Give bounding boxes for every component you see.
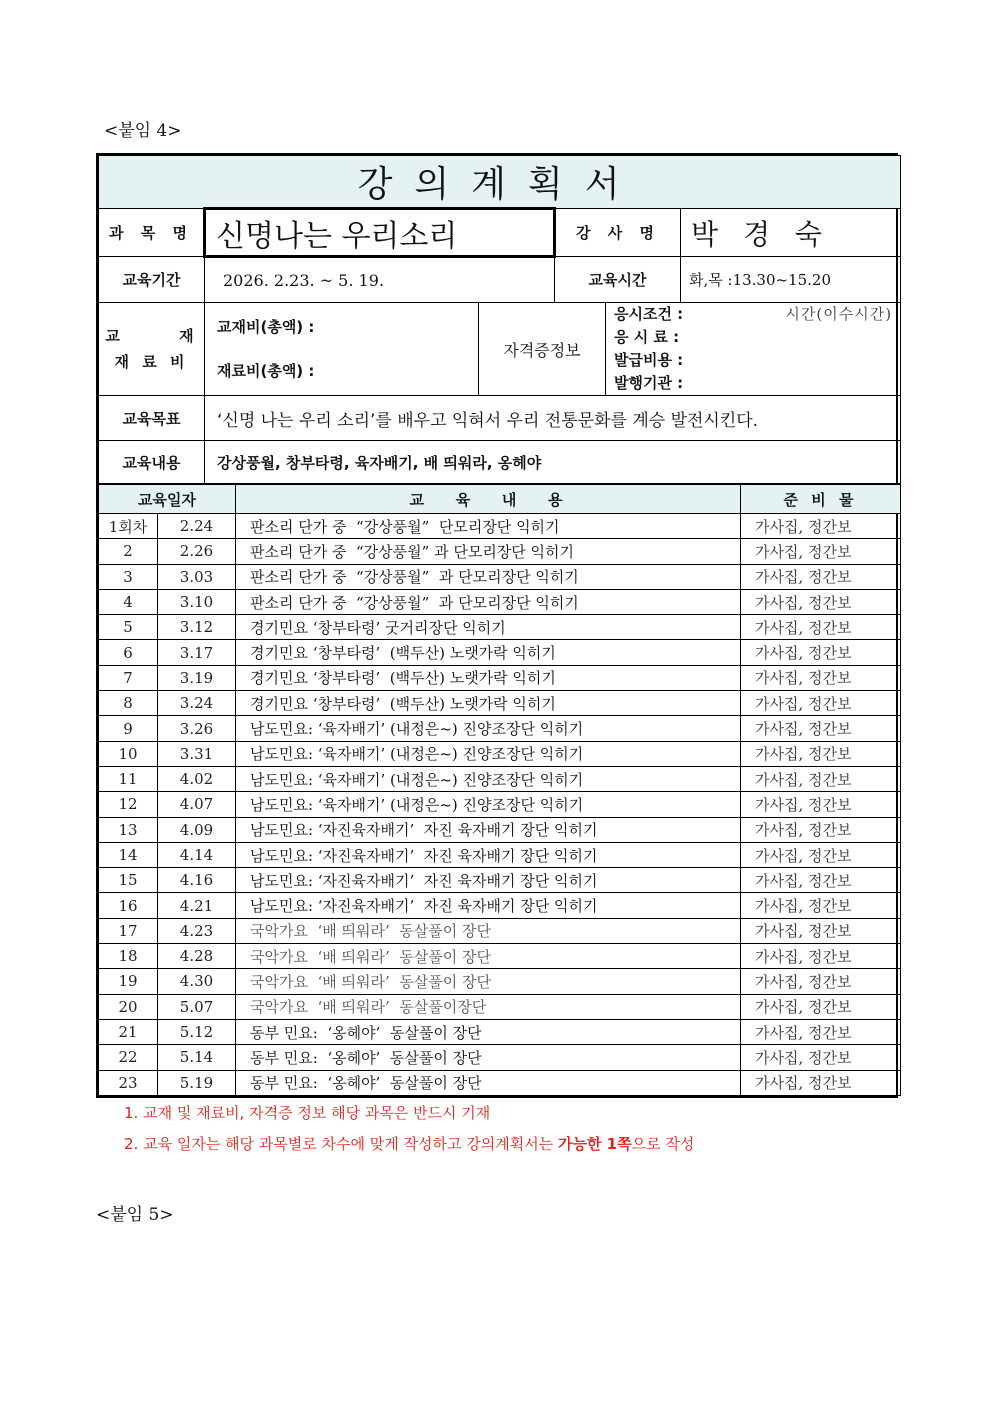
schedule-row	[99, 665, 901, 690]
materials-label-line2: 재 료 비	[114, 353, 189, 371]
session-number: 20	[99, 994, 158, 1019]
header-content: 교 육 내 용	[236, 485, 741, 514]
session-content: 남도민요: ‘자진육자배기’ 자진 육자배기 장단 익히기	[236, 868, 741, 893]
session-number: 11	[99, 766, 158, 791]
session-content: 남도민요: ‘육자배기’ (내정은~) 진양조장단 익히기	[236, 766, 741, 791]
attachment-label-bottom: <붙임 5>	[96, 1205, 174, 1225]
session-materials: 가사집, 정간보	[741, 1045, 901, 1070]
session-materials: 가사집, 정간보	[741, 665, 901, 690]
textbook-fee: 교재비(총액) :	[217, 318, 315, 336]
schedule-row	[99, 640, 901, 665]
session-content: 판소리 단가 중 “강상풍월” 과 단모리장단 익히기	[236, 539, 741, 564]
cert-fee: 응 시 료 :	[614, 328, 680, 346]
session-date: 4.28	[158, 944, 236, 969]
schedule-row	[99, 969, 901, 994]
session-date: 4.09	[158, 817, 236, 842]
session-materials: 가사집, 정간보	[741, 514, 901, 539]
session-date: 3.17	[158, 640, 236, 665]
attachment-label-top: <붙임 4>	[104, 121, 182, 141]
session-date: 4.23	[158, 918, 236, 943]
materials-label	[99, 303, 205, 396]
session-materials: 가사집, 정간보	[741, 615, 901, 640]
session-date: 5.12	[158, 1019, 236, 1044]
session-content: 남도민요: ‘육자배기’ (내정은~) 진양조장단 익히기	[236, 741, 741, 766]
schedule-row	[99, 1019, 901, 1044]
session-number: 13	[99, 817, 158, 842]
session-materials: 가사집, 정간보	[741, 589, 901, 614]
document-title: 강의계획서	[99, 156, 901, 209]
session-materials: 가사집, 정간보	[741, 969, 901, 994]
teacher-label: 강 사 명	[555, 209, 681, 257]
session-number: 7	[99, 665, 158, 690]
schedule-row	[99, 944, 901, 969]
session-materials: 가사집, 정간보	[741, 893, 901, 918]
fees-cell	[205, 303, 479, 396]
session-date: 5.14	[158, 1045, 236, 1070]
session-content: 남도민요: ‘자진육자배기’ 자진 육자배기 장단 익히기	[236, 817, 741, 842]
note-2	[124, 1129, 694, 1160]
session-content: 판소리 단가 중 “강상풍월” 과 단모리장단 익히기	[236, 564, 741, 589]
schedule-row	[99, 514, 901, 539]
session-date: 4.02	[158, 766, 236, 791]
session-content: 국악가요 ‘배 띄워라’ 동살풀이장단	[236, 994, 741, 1019]
session-number: 16	[99, 893, 158, 918]
material-fee: 재료비(총액) :	[217, 362, 315, 380]
session-number: 14	[99, 842, 158, 867]
schedule-row	[99, 792, 901, 817]
session-number: 22	[99, 1045, 158, 1070]
session-date: 3.26	[158, 716, 236, 741]
session-number: 19	[99, 969, 158, 994]
session-number: 4	[99, 589, 158, 614]
session-content: 동부 민요: ‘옹헤야’ 동살풀이 장단	[236, 1070, 741, 1095]
session-content: 동부 민요: ‘옹헤야’ 동살풀이 장단	[236, 1045, 741, 1070]
header-date: 교육일자	[99, 485, 236, 514]
session-content: 남도민요: ‘육자배기’ (내정은~) 진양조장단 익히기	[236, 716, 741, 741]
cert-condition-note: 시간(이수시간)	[785, 305, 893, 323]
session-materials: 가사집, 정간보	[741, 766, 901, 791]
session-materials: 가사집, 정간보	[741, 741, 901, 766]
schedule-row	[99, 564, 901, 589]
schedule-row	[99, 691, 901, 716]
time-value: 화,목 :13.30~15.20	[681, 257, 901, 303]
session-content: 판소리 단가 중 “강상풍월” 과 단모리장단 익히기	[236, 589, 741, 614]
schedule-row	[99, 539, 901, 564]
session-number: 21	[99, 1019, 158, 1044]
session-number: 8	[99, 691, 158, 716]
session-date: 4.14	[158, 842, 236, 867]
schedule-row	[99, 615, 901, 640]
goal-label: 교육목표	[99, 396, 205, 441]
cert-condition: 응시조건 :	[614, 305, 684, 323]
content-value: 강상풍월, 창부타령, 육자배기, 배 띄워라, 옹헤야	[205, 441, 901, 484]
session-date: 3.31	[158, 741, 236, 766]
session-materials: 가사집, 정간보	[741, 1070, 901, 1095]
schedule-row	[99, 842, 901, 867]
note-1: 1. 교재 및 재료비, 자격증 정보 해당 과목은 반드시 기재	[124, 1104, 491, 1122]
session-number: 17	[99, 918, 158, 943]
session-date: 3.10	[158, 589, 236, 614]
teacher-name: 박 경 숙	[681, 209, 901, 257]
session-materials: 가사집, 정간보	[741, 564, 901, 589]
header-prep: 준 비 물	[741, 485, 901, 514]
session-content: 동부 민요: ‘옹헤야’ 동살풀이 장단	[236, 1019, 741, 1044]
session-number: 12	[99, 792, 158, 817]
schedule-row	[99, 589, 901, 614]
session-content: 국악가요 ‘배 띄워라’ 동살풀이 장단	[236, 918, 741, 943]
session-date: 3.12	[158, 615, 236, 640]
schedule-row	[99, 1070, 901, 1095]
note-2-prefix: 2. 교육 일자는 해당 과목별로 차수에 맞게 작성하고 강의계획서는	[124, 1135, 558, 1153]
session-materials: 가사집, 정간보	[741, 918, 901, 943]
session-number: 2	[99, 539, 158, 564]
lecture-plan-form	[96, 153, 898, 1098]
period-label: 교육기간	[99, 257, 205, 303]
session-date: 4.16	[158, 868, 236, 893]
session-number: 15	[99, 868, 158, 893]
session-materials: 가사집, 정간보	[741, 868, 901, 893]
cert-issuer: 발행기관 :	[614, 374, 684, 392]
session-number: 5	[99, 615, 158, 640]
session-number: 3	[99, 564, 158, 589]
session-content: 남도민요: ‘자진육자배기’ 자진 육자배기 장단 익히기	[236, 842, 741, 867]
session-content: 국악가요 ‘배 띄워라’ 동살풀이 장단	[236, 969, 741, 994]
session-materials: 가사집, 정간보	[741, 691, 901, 716]
plan-info-table	[98, 155, 901, 484]
session-content: 국악가요 ‘배 띄워라’ 동살풀이 장단	[236, 944, 741, 969]
cert-issue-cost: 발급비용 :	[614, 351, 684, 369]
materials-label-line1: 교 재	[105, 327, 198, 345]
session-date: 3.03	[158, 564, 236, 589]
session-materials: 가사집, 정간보	[741, 944, 901, 969]
session-materials: 가사집, 정간보	[741, 842, 901, 867]
schedule-row	[99, 994, 901, 1019]
session-materials: 가사집, 정간보	[741, 640, 901, 665]
note-2-suffix: 으로 작성	[631, 1135, 695, 1153]
session-date: 2.24	[158, 514, 236, 539]
session-number: 6	[99, 640, 158, 665]
subject-name: 신명나는 우리소리	[205, 209, 555, 257]
session-date: 3.19	[158, 665, 236, 690]
cert-label: 자격증정보	[479, 303, 606, 396]
schedule-table	[98, 484, 901, 1096]
session-date: 4.21	[158, 893, 236, 918]
session-materials: 가사집, 정간보	[741, 716, 901, 741]
session-date: 4.07	[158, 792, 236, 817]
session-content: 경기민요 ‘창부타령’ (백두산) 노랫가락 익히기	[236, 640, 741, 665]
session-materials: 가사집, 정간보	[741, 817, 901, 842]
session-number: 23	[99, 1070, 158, 1095]
time-label: 교육시간	[555, 257, 681, 303]
schedule-row	[99, 893, 901, 918]
session-number: 18	[99, 944, 158, 969]
notes	[124, 1098, 694, 1160]
session-materials: 가사집, 정간보	[741, 994, 901, 1019]
session-number: 1회차	[99, 514, 158, 539]
session-materials: 가사집, 정간보	[741, 792, 901, 817]
schedule-row	[99, 817, 901, 842]
note-2-bold: 가능한 1쪽	[557, 1135, 632, 1153]
session-date: 5.07	[158, 994, 236, 1019]
session-date: 5.19	[158, 1070, 236, 1095]
session-content: 경기민요 ‘창부타령’ (백두산) 노랫가락 익히기	[236, 665, 741, 690]
schedule-row	[99, 716, 901, 741]
session-content: 남도민요: ‘육자배기’ (내정은~) 진양조장단 익히기	[236, 792, 741, 817]
schedule-row	[99, 741, 901, 766]
schedule-row	[99, 918, 901, 943]
session-number: 10	[99, 741, 158, 766]
cert-info	[606, 303, 901, 396]
session-date: 2.26	[158, 539, 236, 564]
subject-label: 과 목 명	[99, 209, 205, 257]
period-value: 2026. 2.23. ~ 5. 19.	[205, 257, 555, 303]
session-number: 9	[99, 716, 158, 741]
session-content: 판소리 단가 중 “강상풍월” 단모리장단 익히기	[236, 514, 741, 539]
session-date: 4.30	[158, 969, 236, 994]
session-materials: 가사집, 정간보	[741, 539, 901, 564]
session-date: 3.24	[158, 691, 236, 716]
content-label: 교육내용	[99, 441, 205, 484]
schedule-row	[99, 1045, 901, 1070]
schedule-row	[99, 766, 901, 791]
session-materials: 가사집, 정간보	[741, 1019, 901, 1044]
session-content: 경기민요 ‘창부타령’ (백두산) 노랫가락 익히기	[236, 691, 741, 716]
session-content: 경기민요 ‘창부타령’ 굿거리장단 익히기	[236, 615, 741, 640]
schedule-row	[99, 868, 901, 893]
session-content: 남도민요: ‘자진육자배기’ 자진 육자배기 장단 익히기	[236, 893, 741, 918]
goal-value: ‘신명 나는 우리 소리’를 배우고 익혀서 우리 전통문화를 계승 발전시킨다.	[205, 396, 901, 441]
